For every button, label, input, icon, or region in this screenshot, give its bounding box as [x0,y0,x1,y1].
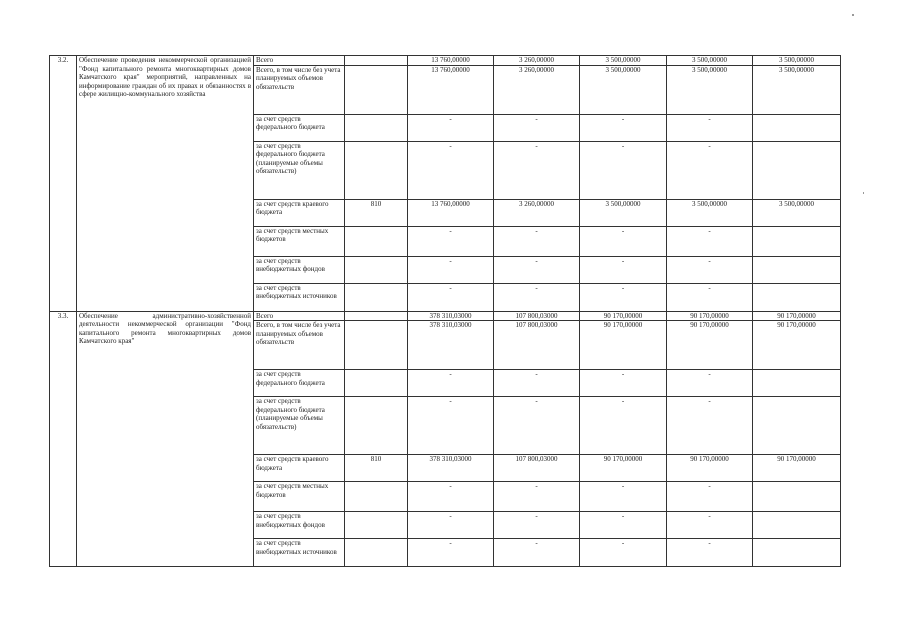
funding-source: за счет средств федерального бюджета [254,114,345,141]
amount-cell: - [408,114,494,141]
funding-source: за счет средств федерального бюджета [254,370,345,397]
amount-cell: - [667,226,753,256]
budget-code [345,65,408,114]
amount-cell: - [494,512,580,539]
amount-cell: 13 760,00000 [408,199,494,226]
amount-cell [753,141,841,199]
amount-cell: 3 500,00000 [753,199,841,226]
amount-cell: - [408,539,494,567]
amount-cell: 90 170,00000 [580,321,667,370]
amount-cell: 13 760,00000 [408,56,494,66]
amount-cell: - [494,370,580,397]
budget-code [345,482,408,512]
amount-cell [753,283,841,311]
amount-cell: 90 170,00000 [667,311,753,321]
funding-source: за счет средств внебюджетных фондов [254,256,345,283]
amount-cell [753,397,841,455]
amount-cell: - [667,512,753,539]
amount-cell: 378 310,03000 [408,311,494,321]
row-number: 3.2. [50,56,77,312]
budget-code [345,114,408,141]
funding-source: за счет средств внебюджетных источников [254,539,345,567]
amount-cell: - [667,539,753,567]
amount-cell: - [667,370,753,397]
budget-code [345,311,408,321]
amount-cell: - [580,114,667,141]
amount-cell: - [408,141,494,199]
amount-cell: 3 500,00000 [753,56,841,66]
table-row [50,56,841,66]
amount-cell: - [667,397,753,455]
funding-source: за счет средств краевого бюджета [254,455,345,482]
funding-source: за счет средств местных бюджетов [254,226,345,256]
amount-cell: 3 500,00000 [667,56,753,66]
amount-cell: 3 500,00000 [753,65,841,114]
amount-cell: 90 170,00000 [580,455,667,482]
amount-cell: - [408,256,494,283]
funding-source: за счет средств внебюджетных фондов [254,512,345,539]
amount-cell [753,512,841,539]
amount-cell: 107 800,03000 [494,311,580,321]
amount-cell: - [667,256,753,283]
amount-cell: 378 310,03000 [408,455,494,482]
funding-source: за счет средств внебюджетных источников [254,283,345,311]
amount-cell [753,482,841,512]
budget-code [345,370,408,397]
amount-cell: - [580,226,667,256]
amount-cell: 90 170,00000 [667,455,753,482]
funding-source: Всего [254,56,345,66]
amount-cell: - [494,397,580,455]
budget-code [345,256,408,283]
amount-cell: 3 500,00000 [667,199,753,226]
budget-code [345,56,408,66]
amount-cell: 3 260,00000 [494,65,580,114]
amount-cell: 13 760,00000 [408,65,494,114]
amount-cell [753,370,841,397]
amount-cell: - [494,539,580,567]
amount-cell: 90 170,00000 [753,455,841,482]
amount-cell [753,539,841,567]
amount-cell: - [580,512,667,539]
amount-cell: 3 500,00000 [580,65,667,114]
amount-cell: - [408,482,494,512]
amount-cell: - [580,539,667,567]
amount-cell: 378 310,03000 [408,321,494,370]
amount-cell: - [494,114,580,141]
budget-code [345,321,408,370]
amount-cell: - [408,226,494,256]
row-number: 3.3. [50,311,77,567]
scan-speck [863,192,864,194]
amount-cell: - [408,512,494,539]
amount-cell: 3 500,00000 [580,199,667,226]
funding-source: Всего, в том числе без учета планируемых объемов обязательств [254,321,345,370]
amount-cell: - [580,482,667,512]
amount-cell: - [494,256,580,283]
amount-cell: 90 170,00000 [667,321,753,370]
budget-code [345,283,408,311]
amount-cell: - [580,283,667,311]
amount-cell: - [667,482,753,512]
table-row [50,311,841,321]
amount-cell: - [408,397,494,455]
amount-cell: - [667,283,753,311]
amount-cell: 3 500,00000 [580,56,667,66]
funding-source: за счет средств местных бюджетов [254,482,345,512]
funding-source: за счет средств федерального бюджета (планируемые объемы обязательств) [254,397,345,455]
amount-cell [753,226,841,256]
amount-cell: 107 800,03000 [494,455,580,482]
amount-cell: - [408,283,494,311]
amount-cell: - [667,114,753,141]
amount-cell [753,256,841,283]
amount-cell: - [580,397,667,455]
amount-cell: - [580,370,667,397]
amount-cell [753,114,841,141]
budget-code [345,397,408,455]
amount-cell: - [580,141,667,199]
funding-source: Всего, в том числе без учета планируемых объемов обязательств [254,65,345,114]
budget-code [345,539,408,567]
amount-cell: 3 260,00000 [494,56,580,66]
budget-code [345,141,408,199]
scan-speck [852,14,854,16]
amount-cell: - [494,226,580,256]
activity-description: Обеспечение административно-хозяйственной деятельности некоммерческой организации "Фонд капитального ремонта многоквартирных домов Камчатского края" [77,311,254,567]
amount-cell: - [494,482,580,512]
funding-source: за счет средств краевого бюджета [254,199,345,226]
amount-cell: 90 170,00000 [753,321,841,370]
amount-cell: 90 170,00000 [580,311,667,321]
amount-cell: - [667,141,753,199]
amount-cell: - [494,141,580,199]
budget-code [345,226,408,256]
funding-source: за счет средств федерального бюджета (планируемые объемы обязательств) [254,141,345,199]
amount-cell: - [494,283,580,311]
amount-cell: 90 170,00000 [753,311,841,321]
activity-description: Обеспечение проведения некоммерческой организацией "Фонд капитального ремонта многоквартирных домов Камчатского края" мероприятий, направленных на информирование граждан об их правах и обязанностях в сфере жилищно-коммунального хозяйства [77,56,254,312]
budget-table [49,55,841,567]
budget-code: 810 [345,199,408,226]
funding-source: Всего [254,311,345,321]
budget-code: 810 [345,455,408,482]
amount-cell: - [580,256,667,283]
budget-code [345,512,408,539]
amount-cell: - [408,370,494,397]
amount-cell: 3 260,00000 [494,199,580,226]
amount-cell: 107 800,03000 [494,321,580,370]
amount-cell: 3 500,00000 [667,65,753,114]
